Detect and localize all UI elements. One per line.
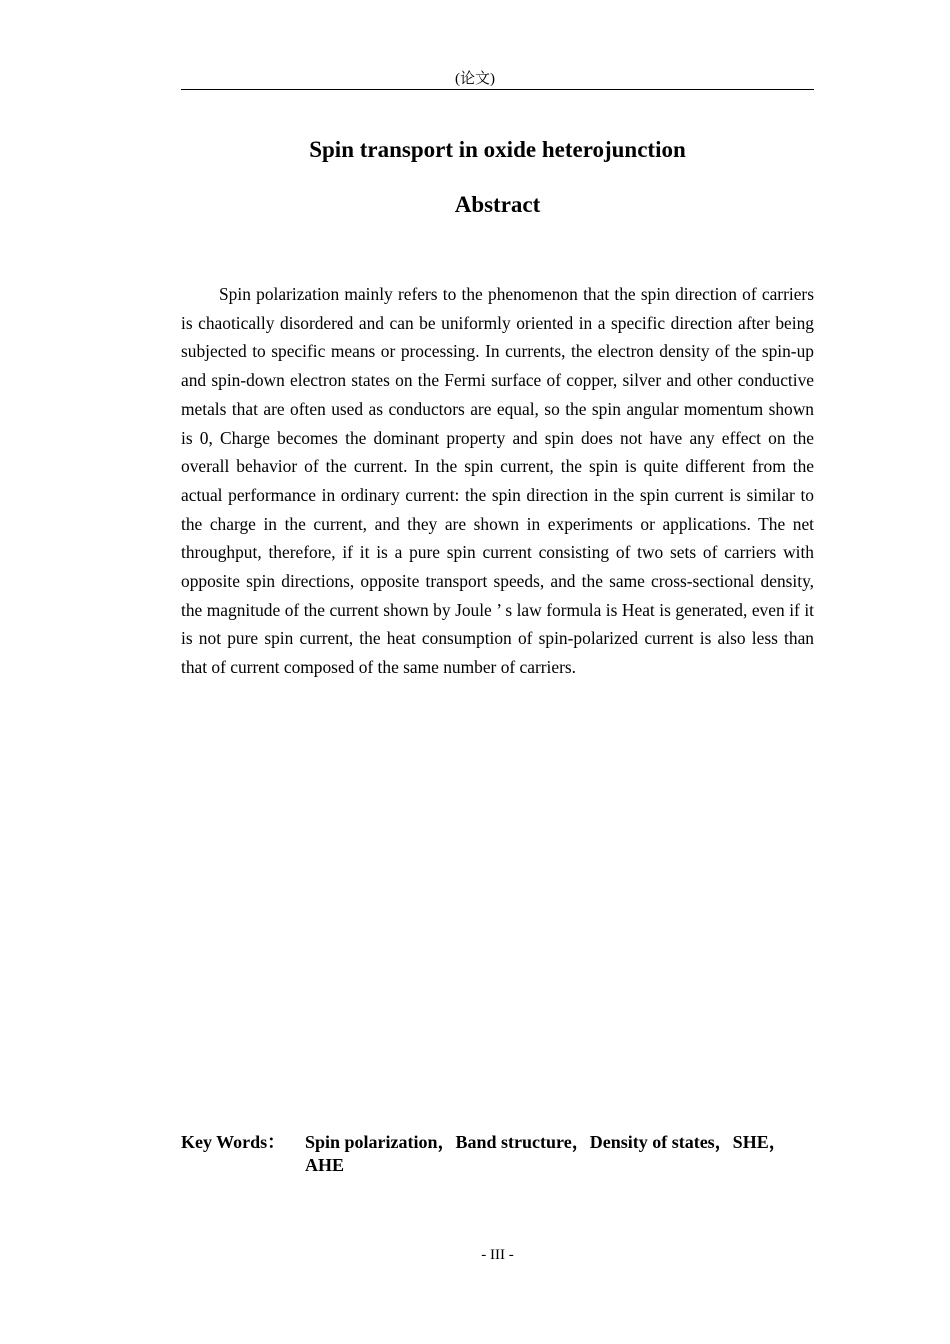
page-number: - III - [481,1247,514,1263]
running-header: (论文) [455,71,495,87]
paper-title: Spin transport in oxide heterojunction [309,137,686,162]
abstract-body: Spin polarization mainly refers to the phenomenon that the spin direction of carriers is chaotically disordered and can be uniformly oriented in a specific direction after being subjected to specific means or processing. In currents, the electron density of the spin-up and spin-down electron states on the Fermi surface of copper, silver and other conductive metals that are often used as conductors are equal, so the spin angular momentum shown is 0, Charge becomes the dominant property and spin does not have any effect on the overall behavior of the current. In the spin current, the spin is quite different from the actual performance in ordinary current: the spin direction in the spin current is similar to the charge in the current, and they are shown in experiments or applications. The net throughput, therefore, if it is a pure spin current consisting of two sets of carriers with opposite spin directions, opposite transport speeds, and the same cross-sectional density, the magnitude of the current shown by Joule ’ s law formula is Heat is generated, even if it is not pure spin current, the heat consumption of spin-polarized current is also less than that of current composed of the same number of carriers. [181,284,814,678]
abstract-heading: Abstract [454,192,541,217]
header-rule [181,89,814,90]
keywords-label: Key Words： [181,1132,286,1152]
keywords-list: Spin polarization，Band structure，Density of states，SHE，AHE [305,1132,787,1175]
